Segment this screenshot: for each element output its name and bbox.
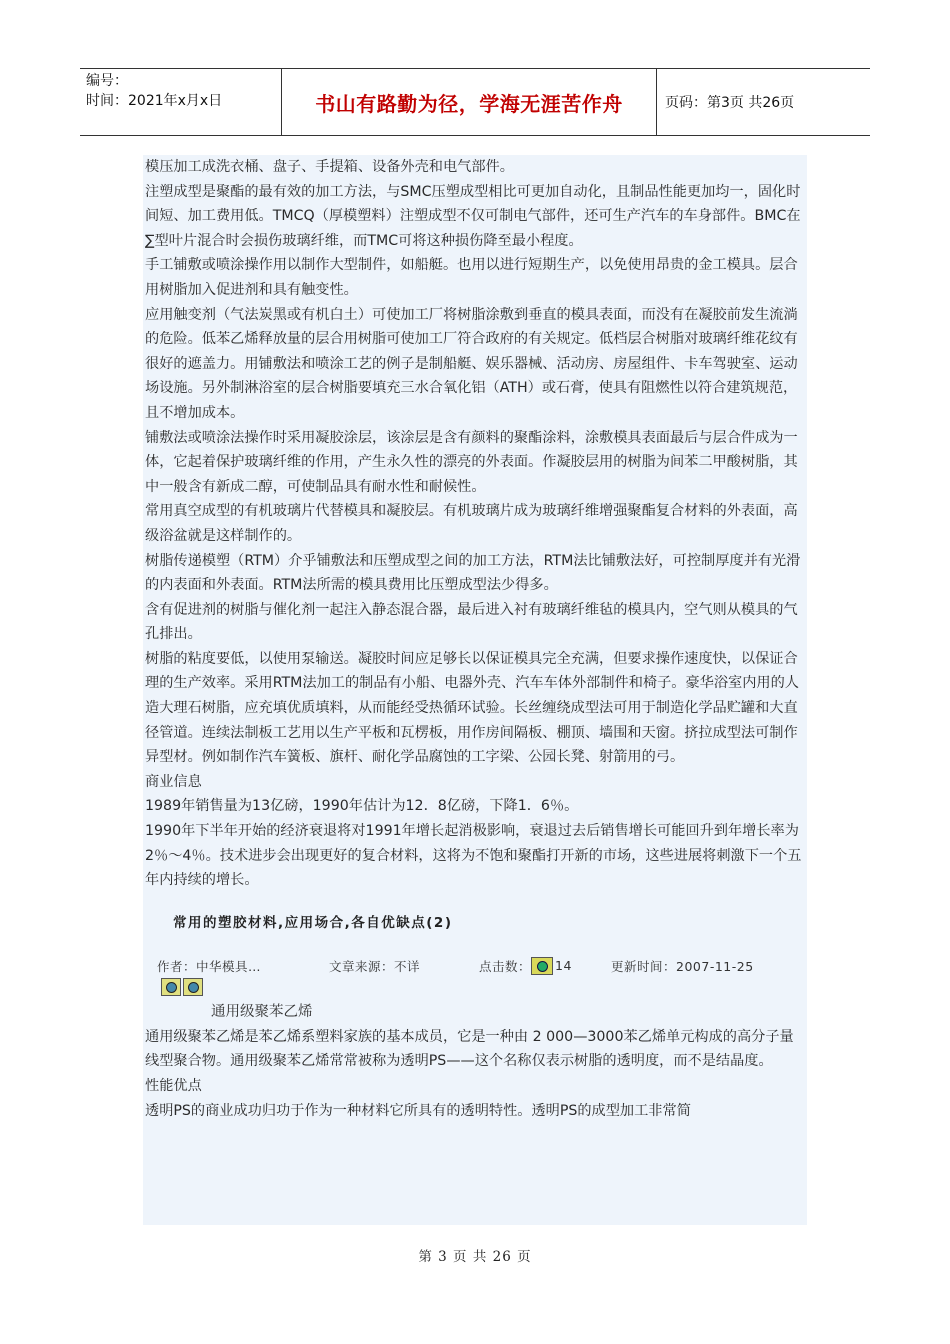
paragraph: 树脂的粘度要低，以使用泵输送。凝胶时间应足够长以保证模具完全充满，但要求操作速度快，以保证合理的生产效率。采用RTM法加工的制品有小船、电器外壳、汽车车体外部制件和椅子。豪华浴室内用的人造大理石树脂，应充填优质填料，从而能经受热循环试验。长丝缠绕成型法可用于制造化学品贮罐和大直径管道。连续法制板工艺用以生产平板和瓦楞板，用作房间隔板、棚顶、墙围和天窗。挤拉成型法可制作异型材。例如制作汽车簧板、旗杆、耐化学品腐蚀的工字梁、公园长凳、射箭用的弓。 <box>145 650 799 766</box>
article-source: 文章来源：不详 <box>329 958 421 974</box>
paragraph: 应用触变剂（气法炭黑或有机白土）可使加工厂将树脂涂敷到垂直的模具表面，而没有在凝胶前发生流淌的危险。低苯乙烯释放量的层合用树脂可使加工厂符合政府的有关规定。低档层合树脂对玻璃纤维花纹有很好的遮盖力。用铺敷法和喷涂工艺的例子是制船艇、娱乐器械、活动房、房屋组件、卡车驾驶室、运动场设施。另外制淋浴室的层合树脂要填充三水合氧化铝（ATH）或石膏，使具有阻燃性以符合建筑规范，且不增加成本。 <box>145 306 798 421</box>
paragraph: 树脂传递模塑（RTM）介乎铺敷法和压塑成型之间的加工方法，RTM法比铺敷法好，可控制厚度并有光滑的内表面和外表面。RTM法所需的模具费用比压塑成型法少得多。 <box>145 552 801 594</box>
header-motto: 书山有路勤为径，学海无涯苦作舟 <box>282 69 657 135</box>
paragraph: 注塑成型是聚酯的最有效的加工方法，与SMC压塑成型相比可更加自动化，且制品性能更加均一，固化时间短、加工费用低。TMCQ（厚模塑料）注塑成型不仅可制电气部件，还可生产汽车的车身部件。BMC在∑型叶片混合时会损伤玻璃纤维，而TMC可将这种损伤降至最小程度。 <box>145 183 801 249</box>
clicks-label: 点击数： <box>479 958 532 974</box>
paragraph: 模压加工成洗衣桶、盘子、手提箱、设备外壳和电气部件。 <box>145 159 514 175</box>
paragraph: 含有促进剂的树脂与催化剂一起注入静态混合器，最后进入衬有玻璃纤维毡的模具内，空气则从模具的气孔排出。 <box>145 601 798 643</box>
rating-icons <box>143 977 807 997</box>
paragraph: 1990年下半年开始的经济衰退将对1991年增长起消极影响，衰退过去后销售增长可能回升到年增长率为2％～4％。技术进步会出现更好的复合材料，这将为不饱和聚酯打开新的市场，这些进展将刺激下一个五年内持续的增长。 <box>145 823 802 889</box>
page-footer: 第 3 页 共 26 页 <box>418 1249 532 1265</box>
paragraph: 手工铺敷或喷涂操作用以制作大型制件，如船艇。也用以进行短期生产，以免使用昂贵的金工模具。层合用树脂加入促进剂和具有触变性。 <box>145 257 798 298</box>
paragraph: 铺敷法或喷涂法操作时采用凝胶涂层，该涂层是含有颜料的聚酯涂料，涂敷模具表面最后与层合件成为一体，它起着保护玻璃纤维的作用，产生永久性的漂亮的外表面。作凝胶层用的树脂为间苯二甲酸树脂，其中一般含有新成二醇，可使制品具有耐水性和耐候性。 <box>145 429 798 495</box>
article-subtitle: 通用级聚苯乙烯 <box>211 1003 313 1020</box>
document-body <box>143 155 807 1225</box>
article-title: 常用的塑胶材料,应用场合,各自优缺点(2) <box>173 914 453 931</box>
paragraph: 通用级聚苯乙烯是苯乙烯系塑料家族的基本成员，它是一种由 2 000—3000苯乙烯单元构成的高分子量线型聚合物。通用级聚苯乙烯常常被称为透明PS——这个名称仅表示树脂的透明度，而不是结晶度。 <box>145 1028 794 1070</box>
header-left-cell <box>80 69 282 135</box>
click-counter-icon <box>531 957 553 975</box>
section-heading-business: 商业信息 <box>145 773 202 790</box>
update-time: 更新时间：2007-11-25 <box>611 958 754 974</box>
page-header <box>80 68 870 136</box>
star-icon <box>161 978 181 996</box>
number-label: 编号： <box>86 73 128 89</box>
section-heading-advantages: 性能优点 <box>145 1078 202 1094</box>
paragraph: 常用真空成型的有机玻璃片代替模具和凝胶层。有机玻璃片成为玻璃纤维增强聚酯复合材料的外表面，高级浴盆就是这样制作的。 <box>145 503 798 544</box>
article-author: 作者：中华模具… <box>157 958 262 974</box>
header-page-info: 页码：第3页 共26页 <box>665 95 795 111</box>
paragraph: 1989年销售量为13亿磅，1990年估计为12．8亿磅，下降1．6％。 <box>145 798 579 815</box>
paragraph: 透明PS的商业成功归功于作为一种材料它所具有的透明特性。透明PS的成型加工非常简 <box>145 1102 691 1119</box>
date-label: 时间：2021年x月x日 <box>86 93 223 109</box>
clicks-value: 14 <box>555 958 572 974</box>
star-icon <box>183 978 203 996</box>
article-meta <box>143 955 807 977</box>
